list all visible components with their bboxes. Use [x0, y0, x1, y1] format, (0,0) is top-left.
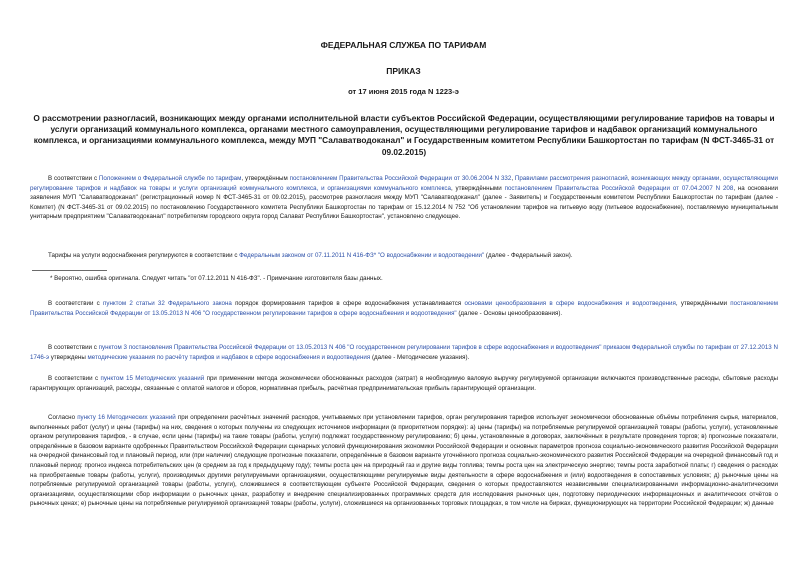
link-order-1746[interactable]: приказом Федеральной службы по тарифам от 27.12.2013 N 1746-э	[30, 344, 778, 361]
paragraph-1: В соответствии с Положением о Федеральной службе по тарифам, утверждённым постановлением Правительства Российской Федерации от 30.06.2004 N 332, Правилами рассмотрения разногласий, возникающих между органами, осуществляющими регулирование тарифов и надбавок на товары и услуги организаций коммунального комплекса, и организациями коммунального комплекса, утверждёнными постановлением Правительства Российской Федерации от 07.04.2007 N 208, на основании заявления МУП "Салаватводоканал" (регистрационный номер N ФСТ-3465-31 от 09.02.2015), рассмотрев разногласия между МУП "Салаватводоканал" (далее - Заявитель) и Государственным комитетом Республики Башкортостан по тарифам (далее - Комитет) (N ФСТ-3465-31 от 09.02.2015) по постановлению Государственного комитета Республики Башкортостан по тарифам от 15.12.2014 N 752 "Об установлении тарифов на питьевую воду (питьевое водоснабжение), поставляемую муниципальным унитарным предприятием "Салаватводоканал" потребителям городского округа город Салават Республики Башкортостан", установлено следующее.	[30, 175, 778, 221]
link-decree-406[interactable]: постановлением Правительства Российской Федерации от 13.05.2013 N 406 "О государственном регулировании тарифов в сфере водоснабжения и водоотведения"	[30, 300, 778, 317]
link-federal-law-416[interactable]: Федеральным законом от 07.11.2011 N 416-ФЗ* "О водоснабжении и водоотведении"	[239, 252, 485, 259]
paragraph-3: В соответствии с пунктом 2 статьи 32 Федерального закона порядок формирования тарифов в сфере водоснабжения устанавливается основами ценообразования в сфере водоснабжения и водоотведения, утверждёнными постановлением Правительства Российской Федерации от 13.05.2013 N 406 "О государственном регулировании тарифов в сфере водоснабжения и водоотведения" (далее - Основы ценообразования).	[30, 300, 778, 317]
paragraph-5: В соответствии с пунктом 15 Методических указаний при применении метода экономически обоснованных расходов (затрат) в необходимую валовую выручку регулируемой организации включаются производственные расходы, сбытовые расходы гарантирующих организаций, расходы, связанные с оплатой налогов и сборов, нормативная прибыль, расчётная предпринимательская прибыль гарантирующей организации.	[30, 375, 778, 392]
paragraph-4: В соответствии с пунктом 3 постановления Правительства Российской Федерации от 13.05.2013 N 406 "О государственном регулировании тарифов в сфере водоснабжения и водоотведения" приказом Федеральной службы по тарифам от 27.12.2013 N 1746-э утверждены методические указания по расчёту тарифов и надбавок в сфере водоснабжения и водоотведения (далее - Методические указания).	[30, 344, 778, 361]
footnote: * Вероятно, ошибка оригинала. Следует читать "от 07.12.2011 N 416-ФЗ". - Примечание изготовителя базы данных.	[50, 275, 383, 282]
footnote-divider	[32, 270, 107, 271]
agency-name: ФЕДЕРАЛЬНАЯ СЛУЖБА ПО ТАРИФАМ	[320, 40, 487, 50]
document-title: О рассмотрении разногласий, возникающих между органами исполнительной власти субъектов Российской Федерации, осуществляющими регулирование тарифов на товары и услуги организаций коммунального комплекса, органами местного самоуправления, осуществляющими регулирование тарифов и надбавок организаций коммунального комплекса, и организациями коммунального комплекса, между МУП "Салаватводоканал" и Государственным комитетом Республики Башкортостан по тарифам (N ФСТ-3465-31 от 09.02.2015)	[33, 113, 775, 157]
paragraph-2: Тарифы на услуги водоснабжения регулируются в соответствии с Федеральным законом от 07.11.2011 N 416-ФЗ* "О водоснабжении и водоотведении" (далее - Федеральный закон).	[48, 252, 573, 259]
link-pricing-basics[interactable]: основами ценообразования в сфере водоснабжения и водоотведения	[464, 300, 676, 307]
document-date-number: от 17 июня 2015 года N 1223-э	[348, 87, 459, 96]
link-fts-regulation[interactable]: Положением о Федеральной службе по тарифам	[98, 175, 242, 182]
link-methodical-guidelines[interactable]: методические указания по расчёту тарифов и надбавок в сфере водоснабжения и водоотведения	[87, 353, 371, 361]
link-item-16-guidelines[interactable]: пункту 16 Методических указаний	[77, 414, 176, 421]
link-decree-208[interactable]: постановлением Правительства Российской Федерации от 07.04.2007 N 208	[504, 184, 734, 192]
document-type: ПРИКАЗ	[386, 66, 421, 76]
paragraph-6: Согласно пункту 16 Методических указаний при определении расчётных значений расходов, учитываемых при установлении тарифов, орган регулирования тарифов использует экономически обоснованные объёмы потребления сырья, материалов, выполненных работ (услуг) и цены (тарифы) на них, сведения о которых получены из следующих источников информации (в приоритетном порядке): а) цены (тарифы) на потребляемые регулируемой организацией товары (работы, услуги), установленные органом регулирования тарифов, - в случае, если цены (тарифы) на такие товары (работы, услуги) подлежат государственному регулированию; б) цены, установленные в договорах, заключённых в результате проведения торгов; в) прогнозные показатели, определённые в базовом варианте одобренных Правительством Российской Федерации сценарных условий функционирования экономики Российской Федерации и основных параметров прогноза социально-экономического развития Российской Федерации на очередной финансовый год и плановый период, или (при наличии) следующие прогнозные показатели, определённые в базовом варианте уточнённого прогноза социально-экономического развития Российской Федерации на очередной финансовый год и плановый период: прогноз индекса потребительских цен (в среднем за год к предыдущему году); темпы роста цен на природный газ и другие виды топлива; темпы роста цен на электрическую энергию; темпы роста заработной платы; г) сведения о расходах на приобретаемые товары (работы, услуги), производимых другими регулируемыми организациями, осуществляющими регулируемые виды деятельности в сфере водоснабжения и (или) водоотведения в сопоставимых условиях; д) рыночные цены на потребляемые регулируемой организацией товары (работы, услуги), сложившиеся в соответствующем субъекте Российской Федерации, сведения о которых предоставляются независимыми специализированными информационно-аналитическими организациями, осуществляющими сбор информации о рыночных ценах, разработку и внедрение специализированных программных средств для исследования рыночных цен, подготовку периодических информационных и аналитических отчётов о рыночных ценах; е) рыночные цены на потребляемые регулируемой организацией товары (работы, услуги), сложившиеся на организованных торговых площадках, в том числе на биржах, функционирующих на территории Российской Федерации; ж) данные	[30, 414, 778, 508]
link-decree-332[interactable]: постановлением Правительства Российской Федерации от 30.06.2004 N 332	[289, 175, 512, 182]
link-disputes-rules[interactable]: Правилами рассмотрения разногласий, возникающих между органами, осуществляющими регулирование тарифов и надбавок на товары и услуги организаций коммунального комплекса, и организациями коммунального комплекса	[30, 175, 778, 192]
link-item-15-guidelines[interactable]: пунктом 15 Методических указаний	[100, 375, 205, 382]
link-article-32[interactable]: пунктом 2 статьи 32 Федерального закона	[103, 300, 232, 307]
link-decree-406-item-3[interactable]: пунктом 3 постановления Правительства Российской Федерации от 13.05.2013 N 406 "О государственном регулировании тарифов в сфере водоснабжения и водоотведения"	[98, 344, 602, 351]
